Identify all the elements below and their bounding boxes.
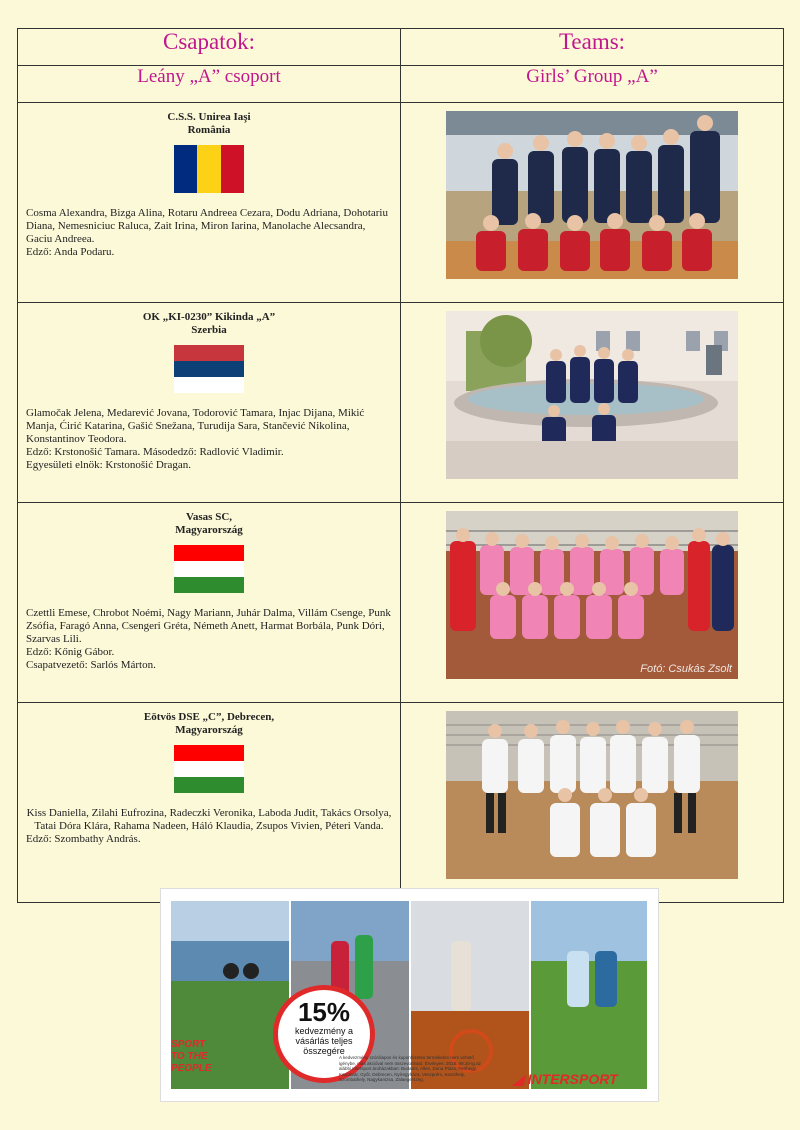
discount-percent: 15% <box>297 997 351 1027</box>
team-info <box>18 103 401 303</box>
team-country: Szerbia <box>191 324 227 336</box>
group-right-title: Girls’ Group „A” <box>401 66 784 103</box>
team-manager: Csapatvezető: Sarlós Márton. <box>26 659 156 671</box>
header-left-title: Csapatok: <box>18 29 401 66</box>
team-coach: Edző: Kőnig Gábor. <box>26 646 115 658</box>
hungary-flag <box>174 545 244 593</box>
intersport-logo: ◢ INTERSPORT <box>513 1071 618 1087</box>
ad-slogan: SPORT TO THE PEOPLE <box>171 1039 212 1074</box>
team-players: Cosma Alexandra, Bizga Alina, Rotaru Andreea Cezara, Dodu Adriana, Dohotariu Diana, Nemesniciuc Raluca, Zait Irina, Miron Iarina, Manolache Alecsandra, Gaciu Andreea. <box>26 207 388 245</box>
team-row <box>18 703 784 903</box>
team-row <box>18 103 784 303</box>
team-info <box>18 503 401 703</box>
team-name: Vasas SC, <box>185 511 233 523</box>
discount-text: kedvezmény a vásárlás teljes összegére <box>294 1026 354 1056</box>
team-info <box>18 303 401 503</box>
group-left-title: Leány „A” csoport <box>18 66 401 103</box>
team-photo <box>446 311 738 479</box>
team-president: Egyesületi elnök: Krstonošić Dragan. <box>26 459 191 471</box>
hungary-flag <box>174 745 244 793</box>
team-players: Czettli Emese, Chrobot Noémi, Nagy Mariann, Juhár Dalma, Villám Csenge, Punk Zsófia, Faragó Anna, Csengeri Gréta, Németh Anett, Harmat Borbála, Punk Dóri, Szarvas Lili. <box>26 607 391 645</box>
ad-fine-print: A kedvezmény szórólapos és kuponfüzetes termékekre nem vehető igénybe, más akcióval nem összevonható. Érvényes: 2015. 09.20-ig az alábbi Intersport áruházakban: Budaörs, Allee, Duna Plaza, Ferihegy, Kaposvár, Győr, Debrecen, Nyíregyháza, Veszprém, Keszthely, Szombathely, Nagykanizsa, Zalaegerszeg. <box>339 1055 481 1082</box>
team-country: Magyarország <box>175 724 243 736</box>
team-photo <box>446 711 738 879</box>
team-country: Magyarország <box>175 524 243 536</box>
team-row <box>18 303 784 503</box>
romania-flag <box>174 145 244 193</box>
team-coach: Edző: Szombathy András. <box>26 833 141 845</box>
header-right-title: Teams: <box>401 29 784 66</box>
team-coach: Edző: Anda Podaru. <box>26 246 115 258</box>
team-name: Eötvös DSE „C”, Debrecen, <box>143 711 275 723</box>
team-name: OK „KI-0230” Kikinda „A” <box>142 311 276 323</box>
brand-mark-icon: ◢ <box>513 1071 524 1087</box>
team-row <box>18 503 784 703</box>
team-players: Glamočak Jelena, Medarević Jovana, Todorović Tamara, Injac Dijana, Mikić Manja, Ćirić Katarina, Gašić Snežana, Turudija Sara, Stančević Nikolina, Konstantinov Teodora. <box>26 407 365 445</box>
team-photo <box>446 511 738 679</box>
intersport-ad <box>160 888 659 1102</box>
team-info <box>18 703 401 903</box>
team-country: România <box>187 124 231 136</box>
team-players: Kiss Daniella, Zilahi Eufrozina, Radeczki Veronika, Laboda Judit, Takács Orsolya, Tatai Dóra Klára, Rahama Nadeen, Háló Klaudia, Zsupos Vivien, Péteri Vanda. <box>26 807 392 832</box>
team-coach: Edző: Krstonošić Tamara. Másodedző: Radlović Vladimir. <box>26 446 284 458</box>
serbia-flag <box>174 345 244 393</box>
photo-credit: Fotó: Csukás Zsolt <box>640 663 732 675</box>
team-name: C.S.S. Unirea Iaşi <box>167 111 251 123</box>
teams-table <box>17 28 784 903</box>
team-photo <box>446 111 738 279</box>
